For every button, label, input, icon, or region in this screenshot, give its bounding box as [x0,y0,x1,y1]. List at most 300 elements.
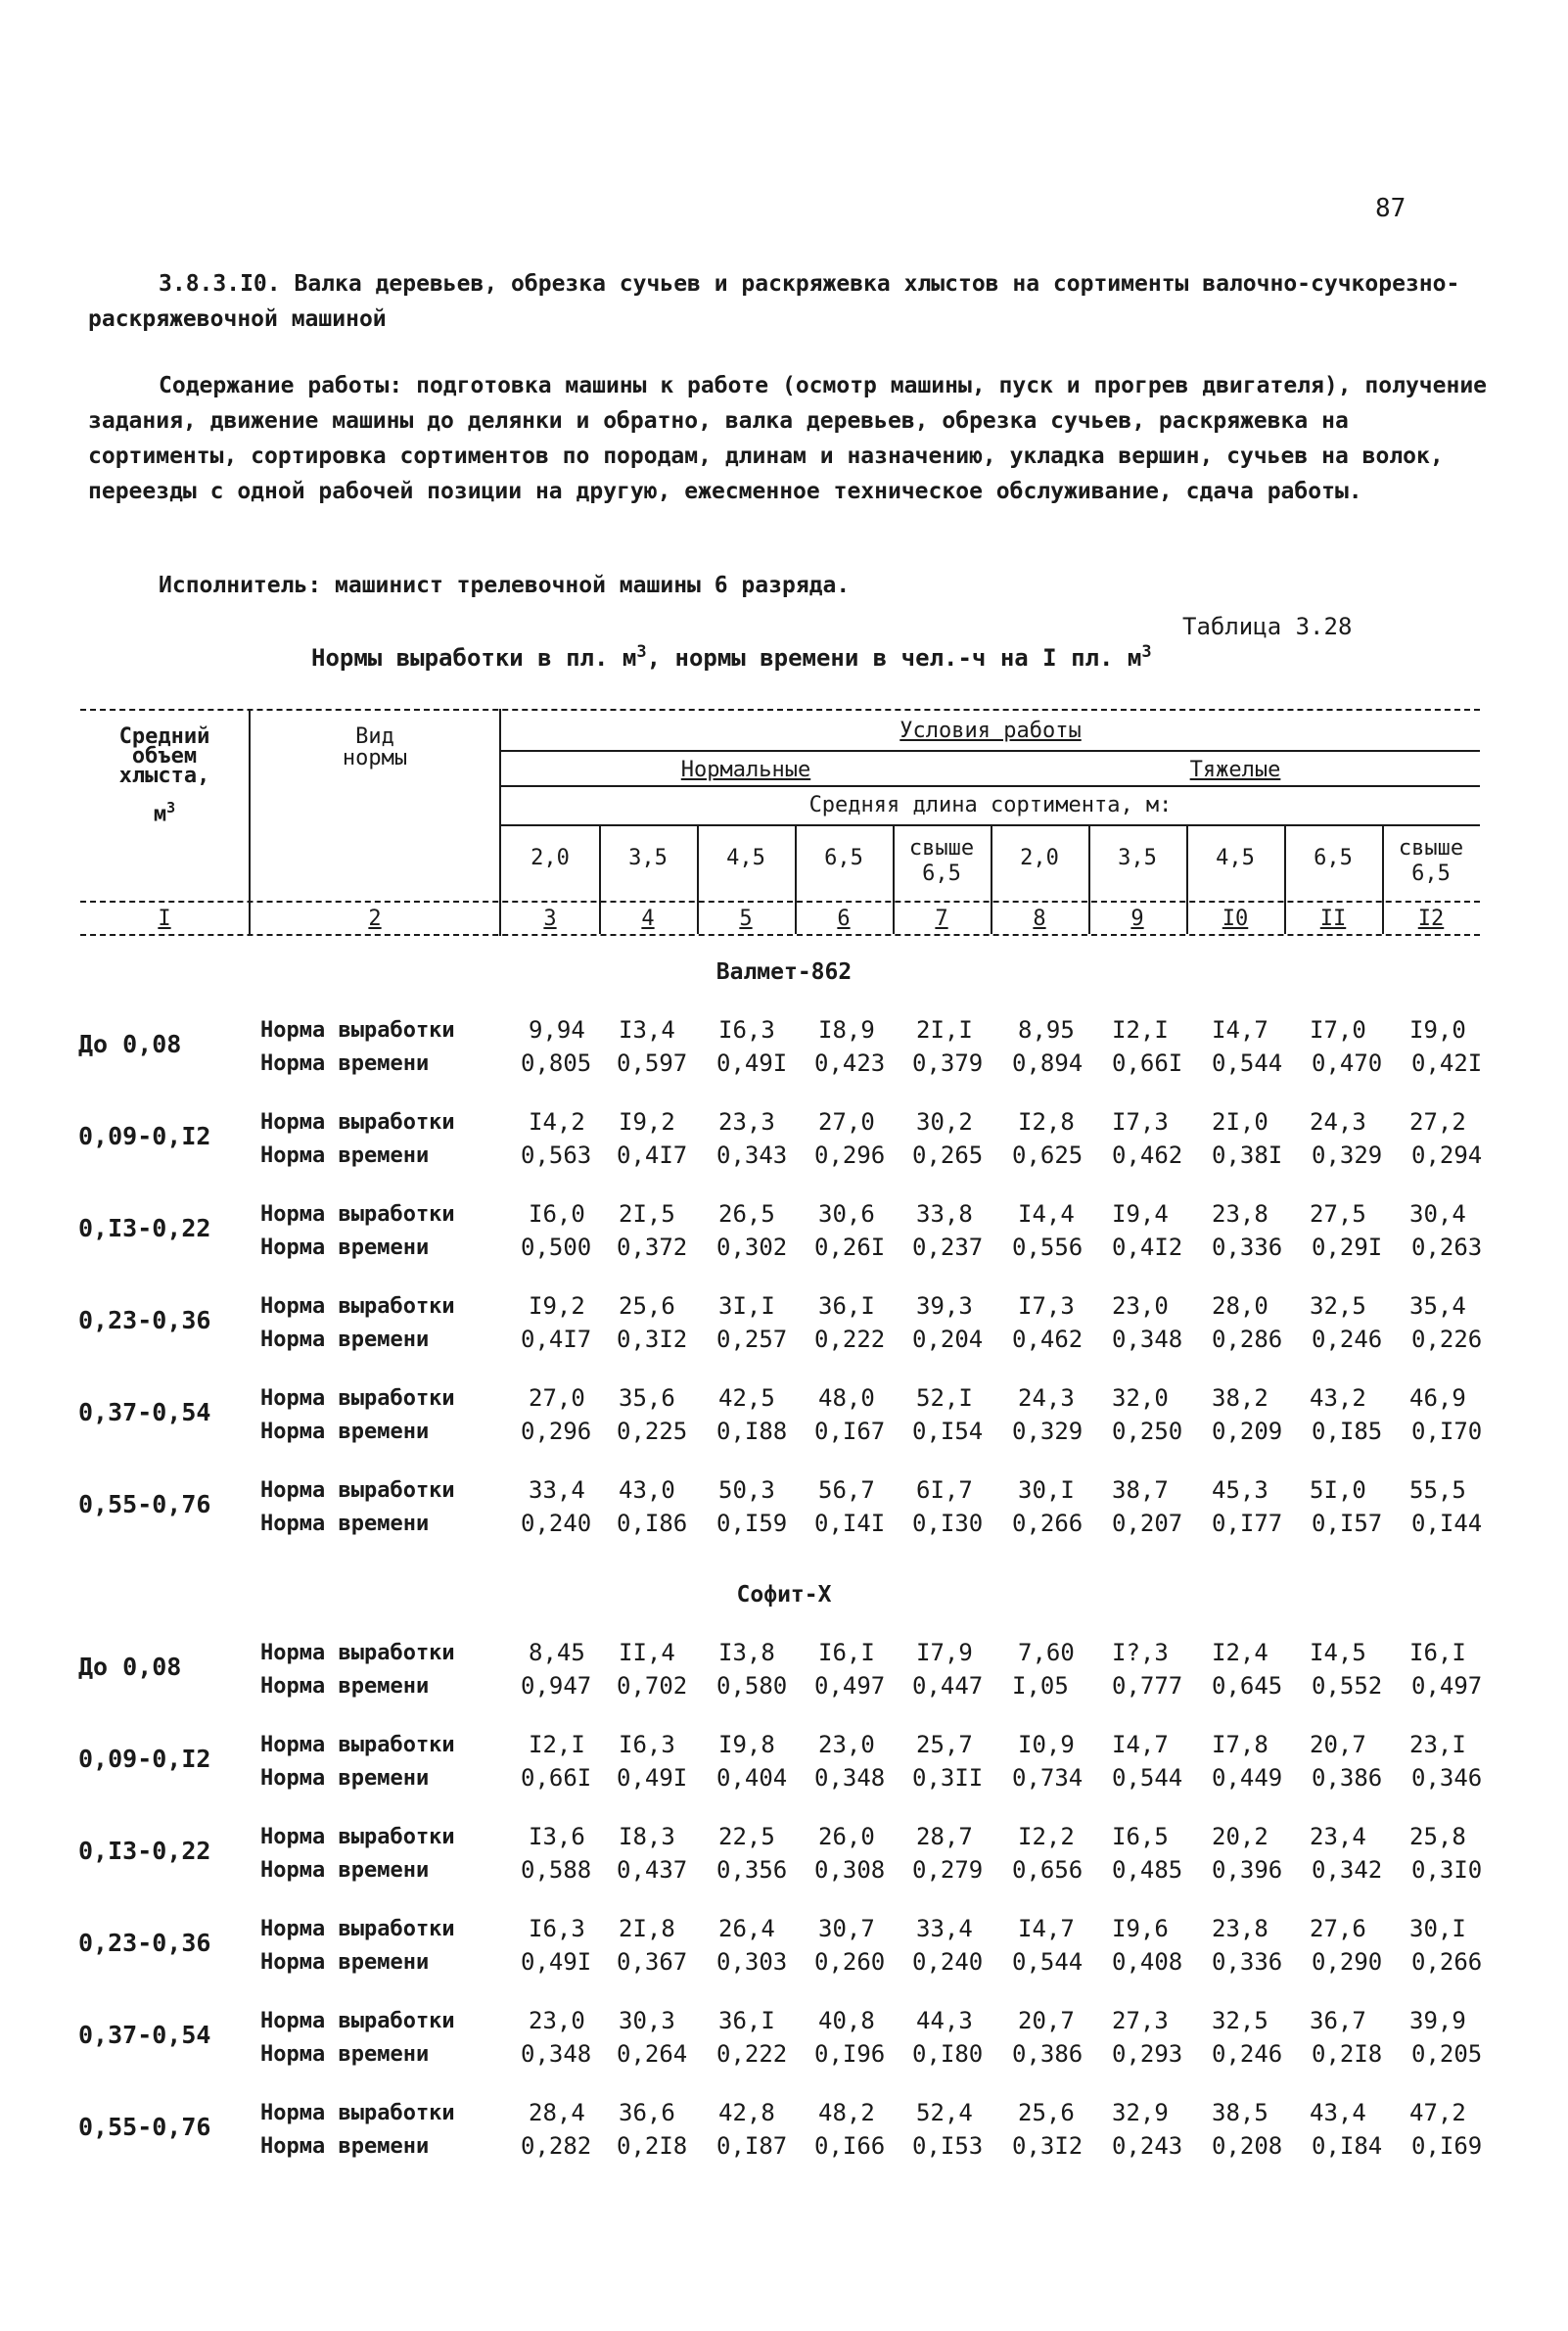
row-output-label: Норма выработки [260,1917,455,1941]
output-value: 42,8 [718,2099,775,2126]
time-value: 0,257 [716,1326,788,1353]
time-value: 0,I88 [716,1418,788,1445]
output-value: 36,7 [1310,2007,1366,2034]
time-value: 0,470 [1312,1049,1383,1077]
row-range: 0,37-0,54 [78,1398,211,1426]
header-length-cell: 3,5 [628,846,668,870]
time-value: 0,3I0 [1411,1856,1483,1884]
time-value: 0,580 [716,1672,788,1700]
row-range: 0,I3-0,22 [78,1837,211,1865]
header-length-cell: 2,0 [530,846,570,870]
time-value: 0,250 [1112,1418,1183,1445]
row-range: До 0,08 [78,1030,182,1058]
header-length-cell: 6,5 [1314,846,1353,870]
output-value: I4,2 [529,1108,585,1136]
header-column-number: 8 [1033,907,1046,931]
time-value: 0,I59 [716,1510,788,1537]
header-col1-unit-text: м [153,802,167,827]
output-value: I2,8 [1018,1108,1075,1136]
row-time-label: Норма времени [260,2134,430,2159]
output-value: 32,5 [1212,2007,1268,2034]
output-value: 2I,0 [1212,1108,1268,1136]
row-range: 0,I3-0,22 [78,1214,211,1242]
row-time-label: Норма времени [260,1512,430,1536]
time-value: 0,I66 [814,2132,886,2160]
time-value: 0,947 [521,1672,592,1700]
output-value: I6,3 [718,1016,775,1044]
time-value: 0,I67 [814,1418,886,1445]
row-range: 0,23-0,36 [78,1929,211,1957]
output-value: 35,6 [619,1384,675,1412]
output-value: 36,I [818,1292,875,1320]
output-value: 2I,I [916,1016,973,1044]
output-value: 38,7 [1112,1476,1169,1504]
row-range: До 0,08 [78,1653,182,1681]
time-value: 0,386 [1012,2040,1084,2068]
output-value: I2,I [1112,1016,1169,1044]
time-value: 0,346 [1411,1764,1483,1792]
output-value: I3,8 [718,1639,775,1666]
output-value: 35,4 [1409,1292,1466,1320]
row-output-label: Норма выработки [260,1733,455,1757]
output-value: I2,2 [1018,1823,1075,1850]
output-value: 8,45 [529,1639,585,1666]
header-normal: Нормальные [680,758,811,782]
header-conditions: Условия работы [899,719,1082,743]
time-value: 0,209 [1212,1418,1283,1445]
output-value: I6,0 [529,1200,585,1228]
time-value: 0,29I [1312,1234,1383,1261]
time-value: 0,204 [912,1326,984,1353]
output-value: 23,4 [1310,1823,1366,1850]
time-value: 0,4I7 [521,1326,592,1353]
time-value: 0,I53 [912,2132,984,2160]
time-value: 0,2I8 [617,2132,688,2160]
row-range: 0,09-0,I2 [78,1745,211,1773]
output-value: 39,9 [1409,2007,1466,2034]
time-value: 0,42I [1411,1049,1483,1077]
time-value: 0,348 [521,2040,592,2068]
time-value: 0,222 [716,2040,788,2068]
output-value: 39,3 [916,1292,973,1320]
row-time-label: Норма времени [260,1328,430,1352]
header-col1-unit [80,797,249,825]
header-column-number: 4 [641,907,655,931]
table-row-group [0,2099,1568,2177]
output-value: 48,0 [818,1384,875,1412]
output-value: 43,2 [1310,1384,1366,1412]
time-value: 0,386 [1312,1764,1383,1792]
time-value: 0,396 [1212,1856,1283,1884]
header-numbers-top-rule [80,901,1480,903]
table-row-group [0,1108,1568,1187]
output-value: 26,4 [718,1915,775,1942]
time-value: 0,I54 [912,1418,984,1445]
table-label: Таблица 3.28 [1182,613,1353,640]
time-value: 0,225 [617,1418,688,1445]
time-value: 0,544 [1012,1948,1084,1976]
time-value: 0,286 [1212,1326,1283,1353]
output-value: 28,4 [529,2099,585,2126]
row-output-label: Норма выработки [260,1641,455,1665]
output-value: I7,8 [1212,1731,1268,1758]
output-value: II,4 [619,1639,675,1666]
output-value: 55,5 [1409,1476,1466,1504]
header-col2-line2: нормы [342,746,408,770]
table-header [80,709,1480,940]
header-length-cell: 4,5 [726,846,765,870]
time-value: 0,205 [1411,2040,1483,2068]
output-value: I9,0 [1409,1016,1466,1044]
output-value: 43,0 [619,1476,675,1504]
time-value: 0,I96 [814,2040,886,2068]
output-value: I7,3 [1112,1108,1169,1136]
output-value: 27,0 [818,1108,875,1136]
time-value: 0,I57 [1312,1510,1383,1537]
time-value: 0,497 [814,1672,886,1700]
executor-line: Исполнитель: машинист трелевочной машины 6 разряда. [159,573,851,598]
header-column-number: II [1319,907,1347,931]
table-row-group [0,1915,1568,1993]
row-output-label: Норма выработки [260,1294,455,1319]
row-output-label: Норма выработки [260,1386,455,1411]
output-value: 25,6 [619,1292,675,1320]
time-value: 0,563 [521,1142,592,1169]
row-output-label: Норма выработки [260,2009,455,2033]
header-column-number: 5 [739,907,753,931]
output-value: I4,4 [1018,1200,1075,1228]
table-title [311,642,1152,672]
output-value: 30,I [1409,1915,1466,1942]
time-value: 0,500 [521,1234,592,1261]
time-value: 0,207 [1112,1510,1183,1537]
time-value: 0,246 [1212,2040,1283,2068]
output-value: I9,2 [529,1292,585,1320]
row-time-label: Норма времени [260,1051,430,1076]
time-value: 0,404 [716,1764,788,1792]
time-value: 0,I44 [1411,1510,1483,1537]
output-value: I?,3 [1112,1639,1169,1666]
time-value: 0,734 [1012,1764,1084,1792]
table-row-group [0,1639,1568,1717]
output-value: 6I,7 [916,1476,973,1504]
time-value: 0,I70 [1411,1418,1483,1445]
output-value: 33,8 [916,1200,973,1228]
output-value: 30,7 [818,1915,875,1942]
row-range: 0,55-0,76 [78,2113,211,2141]
output-value: 25,8 [1409,1823,1466,1850]
time-value: 0,437 [617,1856,688,1884]
time-value: 0,I86 [617,1510,688,1537]
time-value: 0,462 [1112,1142,1183,1169]
time-value: 0,656 [1012,1856,1084,1884]
output-value: 32,5 [1310,1292,1366,1320]
table-section-title: Софит-Х [736,1582,832,1608]
output-value: 27,0 [529,1384,585,1412]
time-value: 0,I77 [1212,1510,1283,1537]
output-value: 20,2 [1212,1823,1268,1850]
row-time-label: Норма времени [260,1950,430,1975]
time-value: 0,777 [1112,1672,1183,1700]
time-value: 0,I69 [1411,2132,1483,2160]
header-col2-line1: Вид [355,724,394,749]
output-value: I4,5 [1310,1639,1366,1666]
header-column-number: I [158,907,171,931]
time-value: 0,423 [814,1049,886,1077]
time-value: 0,308 [814,1856,886,1884]
time-value: 0,226 [1411,1326,1483,1353]
header-column-number: I2 [1417,907,1445,931]
output-value: 50,3 [718,1476,775,1504]
row-range: 0,09-0,I2 [78,1122,211,1150]
time-value: 0,805 [521,1049,592,1077]
output-value: I9,6 [1112,1915,1169,1942]
time-value: 0,222 [814,1326,886,1353]
page-number: 87 [1375,194,1407,223]
time-value: 0,26I [814,1234,886,1261]
time-value: 0,266 [1012,1510,1084,1537]
output-value: I7,3 [1018,1292,1075,1320]
time-value: 0,645 [1212,1672,1283,1700]
time-value: 0,343 [716,1142,788,1169]
output-value: I2,I [529,1731,585,1758]
time-value: 0,290 [1312,1948,1383,1976]
time-value: 0,894 [1012,1049,1084,1077]
table-row-group [0,1823,1568,1901]
header-average-length: Средняя длина сортимента, м: [808,793,1173,817]
table-row-group [0,1292,1568,1371]
output-value: 5I,0 [1310,1476,1366,1504]
output-value: I8,3 [619,1823,675,1850]
row-range: 0,55-0,76 [78,1490,211,1518]
header-col1-line1: Средний [118,724,210,749]
row-output-label: Норма выработки [260,1202,455,1227]
time-value: 0,66I [521,1764,592,1792]
output-value: 52,4 [916,2099,973,2126]
output-value: I9,8 [718,1731,775,1758]
time-value: 0,208 [1212,2132,1283,2160]
output-value: 30,4 [1409,1200,1466,1228]
output-value: 23,8 [1212,1200,1268,1228]
output-value: 24,3 [1310,1108,1366,1136]
output-value: 40,8 [818,2007,875,2034]
time-value: 0,I84 [1312,2132,1383,2160]
header-column-number: 2 [368,907,382,931]
table-row-group [0,2007,1568,2085]
header-length-cell: свыше 6,5 [1398,836,1464,886]
header-top-border [80,709,1480,711]
output-value: 28,7 [916,1823,973,1850]
output-value: 38,2 [1212,1384,1268,1412]
table-title-part2: , нормы времени в чел.-ч на I пл. м [646,644,1142,672]
time-value: 0,485 [1112,1856,1183,1884]
time-value: 0,296 [521,1418,592,1445]
time-value: 0,4I7 [617,1142,688,1169]
header-length-cell: 6,5 [824,846,863,870]
time-value: 0,702 [617,1672,688,1700]
output-value: 47,2 [1409,2099,1466,2126]
time-value: 0,293 [1112,2040,1183,2068]
table-title-sup1: 3 [636,642,647,662]
time-value: 0,447 [912,1672,984,1700]
output-value: 25,6 [1018,2099,1075,2126]
header-heavy: Тяжелые [1189,758,1281,782]
output-value: 30,I [1018,1476,1075,1504]
time-value: I,05 [1012,1672,1069,1700]
output-value: 20,7 [1018,2007,1075,2034]
row-time-label: Норма времени [260,1766,430,1791]
time-value: 0,462 [1012,1326,1084,1353]
table-section-title: Валмет-862 [715,959,853,985]
time-value: 0,I87 [716,2132,788,2160]
row-time-label: Норма времени [260,1143,430,1168]
work-content-paragraph: Содержание работы: подготовка машины к работе (осмотр машины, пуск и прогрев двигателя), получение задания, движение машины до делянки и обратно, валка деревьев, обрезка сучьев, раскряжевка на сортименты, сортировка сортиментов по породам, длинам и назначению, укладка вершин, сучьев на волок, переезды с одной рабочей позиции на другую, ежесменное техническое обслуживание, сдача работы. [88,373,1488,504]
output-value: 23,I [1409,1731,1466,1758]
output-value: I8,9 [818,1016,875,1044]
output-value: 45,3 [1212,1476,1268,1504]
time-value: 0,449 [1212,1764,1283,1792]
output-value: 2I,8 [619,1915,675,1942]
output-value: 23,0 [1112,1292,1169,1320]
time-value: 0,240 [521,1510,592,1537]
output-value: 46,9 [1409,1384,1466,1412]
table-title-sup2: 3 [1141,642,1152,662]
time-value: 0,408 [1112,1948,1183,1976]
time-value: 0,379 [912,1049,984,1077]
table-title-part1: Нормы выработки в пл. м [311,644,637,672]
output-value: 42,5 [718,1384,775,1412]
header-length-cell: свыше 6,5 [908,836,975,886]
output-value: 28,0 [1212,1292,1268,1320]
header-bottom-rule [80,934,1480,936]
time-value: 0,I4I [814,1510,886,1537]
time-value: 0,49I [716,1049,788,1077]
time-value: 0,279 [912,1856,984,1884]
time-value: 0,625 [1012,1142,1084,1169]
output-value: I6,5 [1112,1823,1169,1850]
row-time-label: Норма времени [260,1420,430,1444]
row-range: 0,37-0,54 [78,2021,211,2049]
time-value: 0,556 [1012,1234,1084,1261]
time-value: 0,348 [1112,1326,1183,1353]
output-value: 23,0 [529,2007,585,2034]
output-value: I4,7 [1212,1016,1268,1044]
time-value: 0,356 [716,1856,788,1884]
row-output-label: Норма выработки [260,1110,455,1135]
output-value: 33,4 [529,1476,585,1504]
time-value: 0,342 [1312,1856,1383,1884]
time-value: 0,296 [814,1142,886,1169]
header-group-rule [501,785,1480,787]
time-value: 0,552 [1312,1672,1383,1700]
output-value: I3,6 [529,1823,585,1850]
time-value: 0,544 [1212,1049,1283,1077]
time-value: 0,I30 [912,1510,984,1537]
output-value: 25,7 [916,1731,973,1758]
row-time-label: Норма времени [260,2042,430,2067]
output-value: I6,I [818,1639,875,1666]
time-value: 0,246 [1312,1326,1383,1353]
row-output-label: Норма выработки [260,1018,455,1043]
output-value: 27,6 [1310,1915,1366,1942]
output-value: 23,3 [718,1108,775,1136]
row-output-label: Норма выработки [260,1478,455,1503]
time-value: 0,49I [617,1764,688,1792]
output-value: 27,2 [1409,1108,1466,1136]
output-value: 30,6 [818,1200,875,1228]
output-value: 32,0 [1112,1384,1169,1412]
output-value: 26,0 [818,1823,875,1850]
table-row-group [0,1731,1568,1809]
output-value: 52,I [916,1384,973,1412]
header-column-number: 7 [935,907,948,931]
time-value: 0,336 [1212,1948,1283,1976]
time-value: 0,302 [716,1234,788,1261]
output-value: 32,9 [1112,2099,1169,2126]
output-value: I4,7 [1112,1731,1169,1758]
row-range: 0,23-0,36 [78,1306,211,1334]
time-value: 0,303 [716,1948,788,1976]
output-value: 30,2 [916,1108,973,1136]
output-value: 30,3 [619,2007,675,2034]
output-value: 56,7 [818,1476,875,1504]
output-value: 8,95 [1018,1016,1075,1044]
time-value: 0,I80 [912,2040,984,2068]
time-value: 0,282 [521,2132,592,2160]
output-value: 22,5 [718,1823,775,1850]
table-row-group [0,1384,1568,1463]
output-value: I7,0 [1310,1016,1366,1044]
header-col1-unit-sup: 3 [166,799,176,816]
output-value: I4,7 [1018,1915,1075,1942]
time-value: 0,3I2 [1012,2132,1084,2160]
time-value: 0,243 [1112,2132,1183,2160]
row-output-label: Норма выработки [260,1825,455,1849]
output-value: 9,94 [529,1016,585,1044]
header-column-number: 9 [1130,907,1144,931]
time-value: 0,348 [814,1764,886,1792]
output-value: 3I,I [718,1292,775,1320]
output-value: 7,60 [1018,1639,1075,1666]
time-value: 0,38I [1212,1142,1283,1169]
time-value: 0,3I2 [617,1326,688,1353]
section-heading: 3.8.3.I0. Валка деревьев, обрезка сучьев и раскряжевка хлыстов на сортименты валочно-сучкорезно-раскряжевочной машиной [88,271,1460,332]
output-value: 24,3 [1018,1384,1075,1412]
time-value: 0,597 [617,1049,688,1077]
row-time-label: Норма времени [260,1235,430,1260]
output-value: 38,5 [1212,2099,1268,2126]
output-value: I6,I [1409,1639,1466,1666]
header-conditions-rule [501,750,1480,752]
output-value: I6,3 [529,1915,585,1942]
time-value: 0,266 [1411,1948,1483,1976]
time-value: 0,265 [912,1142,984,1169]
time-value: 0,237 [912,1234,984,1261]
time-value: 0,240 [912,1948,984,1976]
output-value: I9,2 [619,1108,675,1136]
time-value: 0,I85 [1312,1418,1383,1445]
output-value: I3,4 [619,1016,675,1044]
header-length-cell: 2,0 [1020,846,1059,870]
output-value: I2,4 [1212,1639,1268,1666]
time-value: 0,4I2 [1112,1234,1183,1261]
output-value: I9,4 [1112,1200,1169,1228]
time-value: 0,588 [521,1856,592,1884]
time-value: 0,294 [1411,1142,1483,1169]
time-value: 0,3II [912,1764,984,1792]
header-length-cell: 4,5 [1216,846,1255,870]
output-value: 26,5 [718,1200,775,1228]
